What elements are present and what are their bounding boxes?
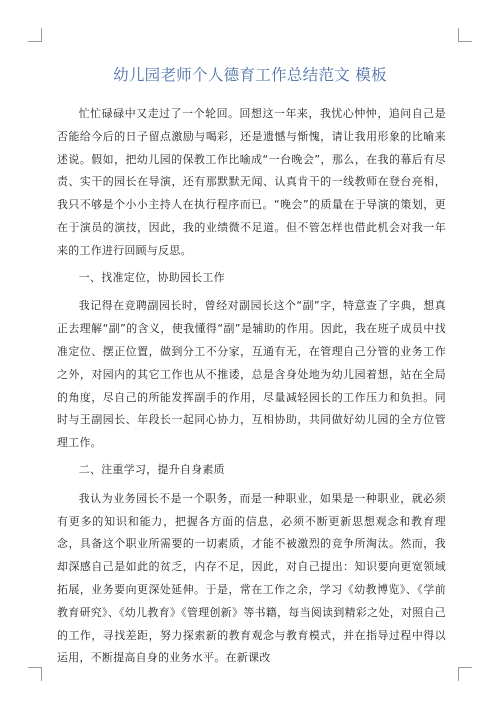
crop-mark-bottom-left bbox=[28, 667, 42, 668]
crop-mark-bottom-right bbox=[458, 667, 459, 681]
document-title: 幼儿园老师个人德育工作总结范文 模板 bbox=[113, 66, 387, 84]
paragraph-section-1: 我记得在竞聘副园长时，曾经对副园长这个“副”字，特意查了字典，想真正去理解“副”的含义，使我懂得“副”是辅助的作用。因此，我在班子成员中找准定位、摆正位置，做到分工不分家，互通有无，在管理自己分管的业务工作之外，对园内的其它工作也从不推诿，总是含身处地为幼儿园着想，站在全局的角度，尽自己的所能发挥副手的作用，尽量减轻园长的工作压力和负担。同时与王副园长、年段长一起同心协力，互相协助，共同做好幼儿园的全方位管理工作。 bbox=[57, 299, 446, 450]
crop-mark-top-left bbox=[41, 28, 42, 42]
crop-mark-top-right bbox=[458, 41, 472, 42]
section-heading-2: 二、注重学习，提升自身素质 bbox=[78, 462, 225, 476]
paragraph-intro: 忙忙碌碌中又走过了一个轮回。回想这一年来，我忧心忡忡，追问自己是否能给今后的日子留点激励与喝彩，还是遗憾与惭愧，请让我用形象的比喻来述说。假如，把幼儿园的保教工作比喻成“一台晚会”，那么，在我的幕后有尽责、实干的园长在导演，还有那默默无闻、认真肯干的一线教师在登台亮相，我只不够是个小小主持人在执行程序而已。“晚会”的质量在于导演的策划，更在于演员的演技，因此，我的业绩微不足道。但不管怎样也借此机会对我一年来的工作进行回顾与反思。 bbox=[57, 107, 446, 257]
section-heading-1: 一、找准定位，协助园长工作 bbox=[78, 270, 225, 284]
crop-mark-top-left bbox=[28, 41, 42, 42]
crop-mark-top-right bbox=[458, 28, 459, 42]
crop-mark-bottom-left bbox=[41, 667, 42, 681]
document-body bbox=[57, 103, 446, 670]
crop-mark-bottom-right bbox=[458, 667, 472, 668]
paragraph-section-2: 我认为业务园长不是一个职务，而是一种职业，如果是一种职业，就必须有更多的知识和能力，把握各方面的信息，必须不断更新思想观念和教育理念，具备这个职业所需要的一切素质，才能不被激烈的竞争所淘汰。然而，我却深感自己是如此的贫乏，内存不足，因此，对自己提出：知识要向更宽领域拓展，业务要向更深处延伸。于是，常在工作之余，学习《幼教博览》、《学前教育研究》、《幼儿教育》《管理创新》等书籍，每当阅读到精彩之处，对照自己的工作，寻找差距，努力探索新的教育观念与教育模式，并在指导过程中得以运用，不断提高自身的业务水平。在新课改 bbox=[57, 491, 446, 665]
